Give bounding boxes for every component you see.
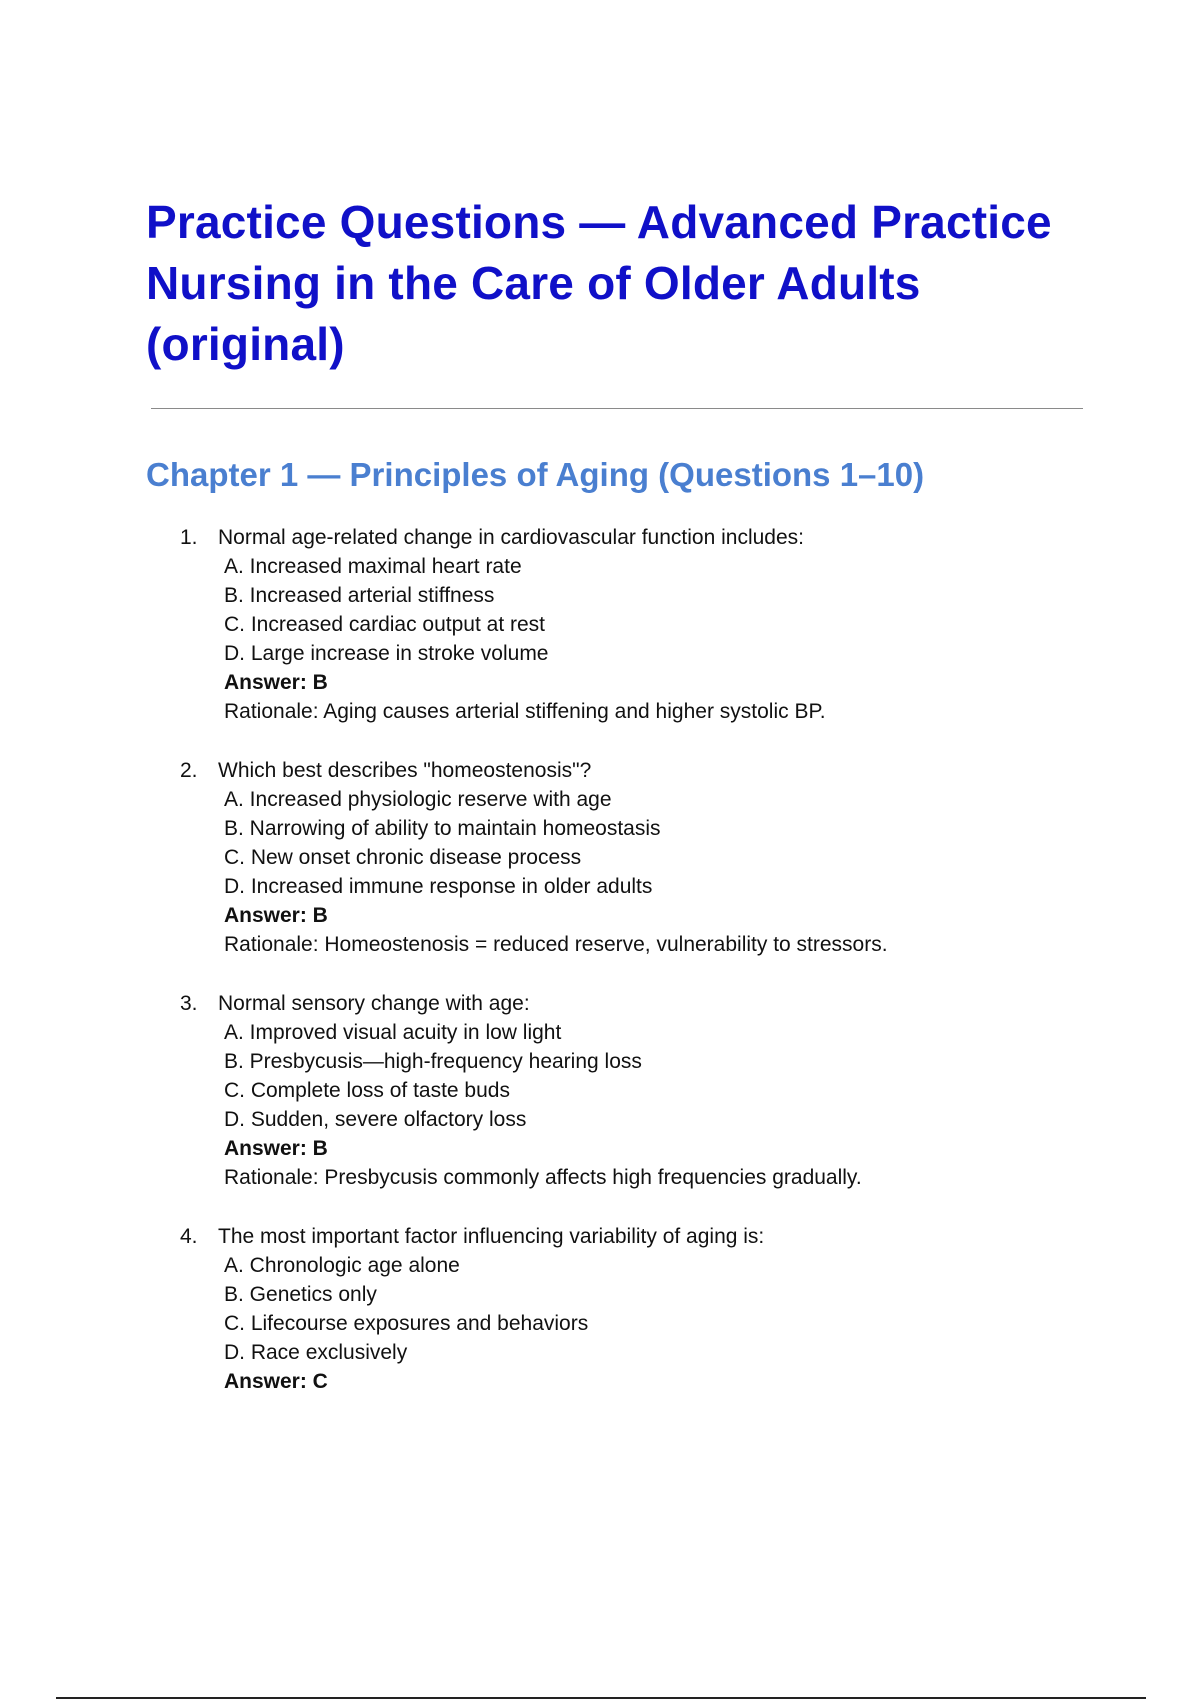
chapter-heading: Chapter 1 — Principles of Aging (Questions 1–10) (146, 456, 925, 493)
correct-answer: Answer: B (224, 904, 328, 927)
rationale: Rationale: Presbycusis commonly affects high frequencies gradually. (224, 1166, 862, 1189)
title-divider (151, 408, 1083, 409)
answer-option: D. Large increase in stroke volume (224, 642, 549, 665)
question-list (0, 523, 1200, 1426)
answer-option: A. Increased physiologic reserve with age (224, 788, 612, 811)
question-item (0, 989, 1200, 1192)
answer-option: B. Genetics only (224, 1283, 377, 1306)
answer-option: D. Increased immune response in older adults (224, 875, 653, 898)
rationale: Rationale: Homeostenosis = reduced reserve, vulnerability to stressors. (224, 933, 888, 956)
question-stem: Normal sensory change with age: (218, 992, 530, 1015)
answer-option: A. Chronologic age alone (224, 1254, 460, 1277)
answer-option: D. Sudden, severe olfactory loss (224, 1108, 527, 1131)
answer-option: B. Narrowing of ability to maintain homeostasis (224, 817, 661, 840)
answer-option: B. Presbycusis—high-frequency hearing loss (224, 1050, 642, 1073)
answer-option: B. Increased arterial stiffness (224, 584, 495, 607)
footer-divider (56, 1697, 1146, 1699)
answer-option: A. Improved visual acuity in low light (224, 1021, 562, 1044)
question-stem: Which best describes "homeostenosis"? (218, 759, 592, 782)
question-number: 2. (180, 759, 198, 782)
answer-option: D. Race exclusively (224, 1341, 408, 1364)
correct-answer: Answer: B (224, 1137, 328, 1160)
answer-option: A. Increased maximal heart rate (224, 555, 522, 578)
question-item (0, 1222, 1200, 1396)
answer-option: C. Lifecourse exposures and behaviors (224, 1312, 589, 1335)
question-stem: The most important factor influencing variability of aging is: (218, 1225, 765, 1248)
rationale: Rationale: Aging causes arterial stiffening and higher systolic BP. (224, 700, 826, 723)
correct-answer: Answer: B (224, 671, 328, 694)
answer-option: C. Complete loss of taste buds (224, 1079, 510, 1102)
question-number: 3. (180, 992, 198, 1015)
answer-option: C. New onset chronic disease process (224, 846, 582, 869)
page-title: Practice Questions — Advanced Practice Nursing in the Care of Older Adults (original) (146, 196, 1052, 370)
question-number: 4. (180, 1225, 198, 1248)
question-number: 1. (180, 526, 198, 549)
question-item (0, 523, 1200, 726)
question-stem: Normal age-related change in cardiovascular function includes: (218, 526, 804, 549)
answer-option: C. Increased cardiac output at rest (224, 613, 545, 636)
correct-answer: Answer: C (224, 1370, 328, 1393)
question-item (0, 756, 1200, 959)
